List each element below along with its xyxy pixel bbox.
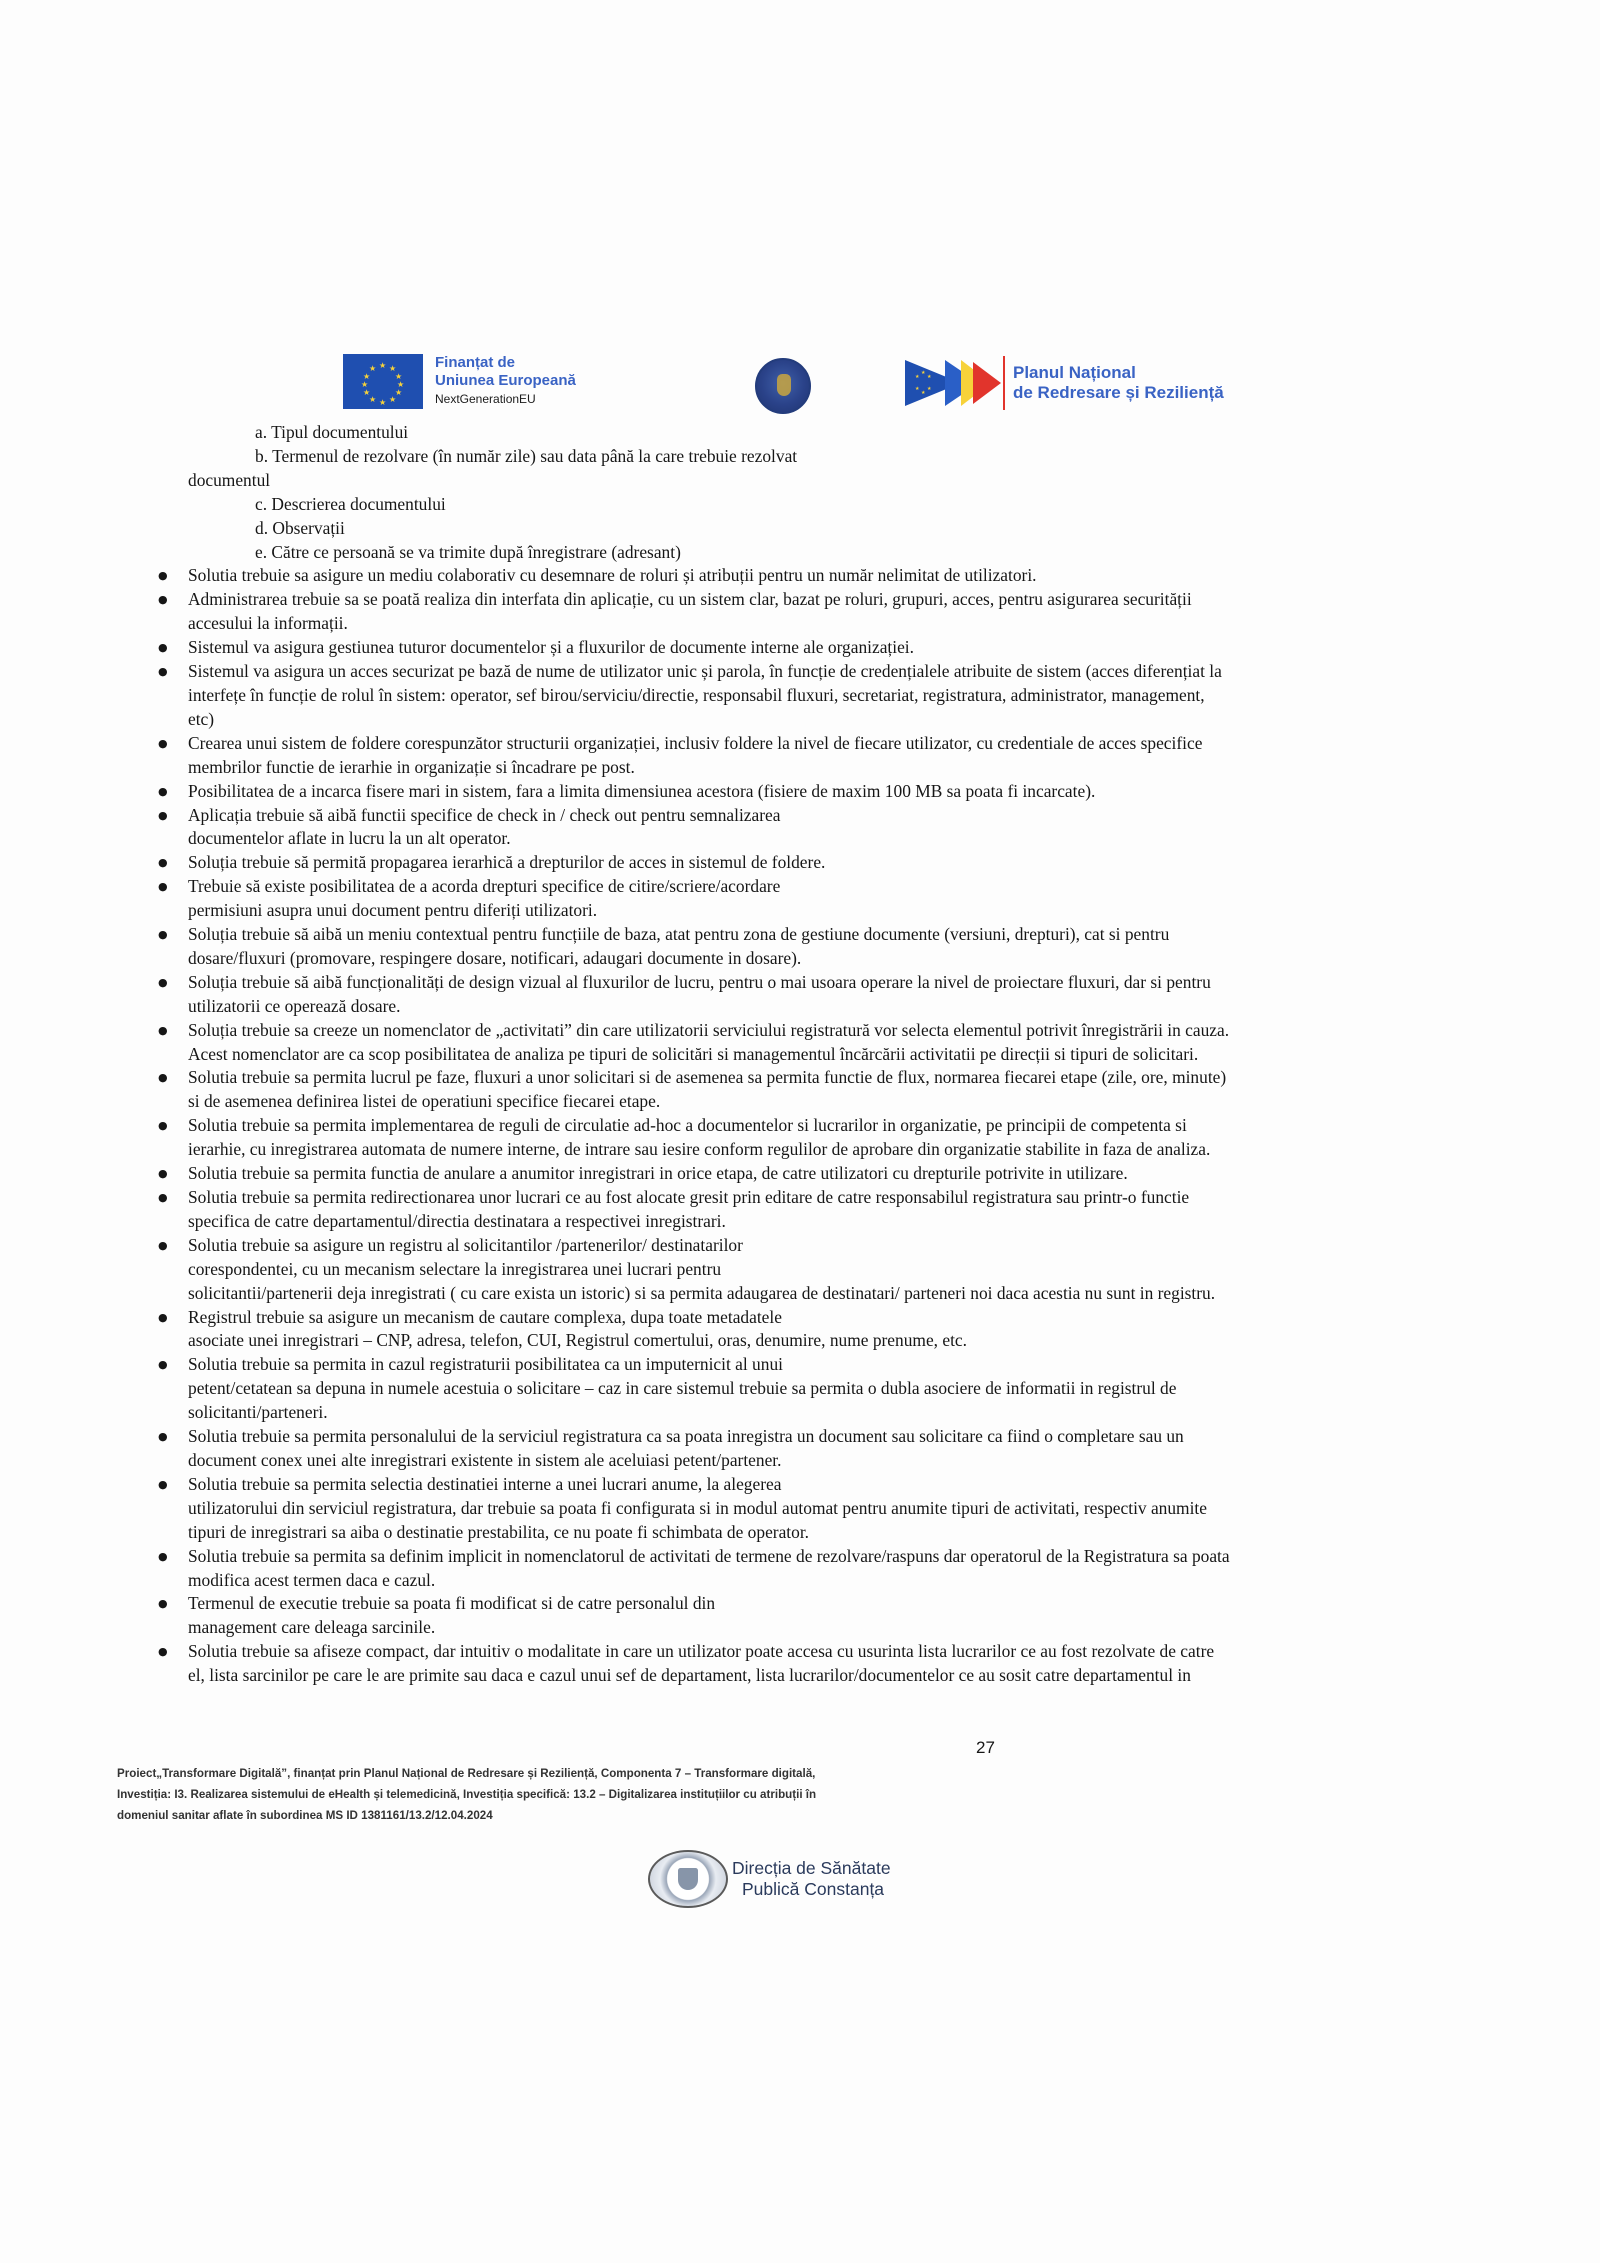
requirement-item <box>150 636 1435 660</box>
requirement-item <box>150 564 1435 588</box>
requirement-item <box>150 1186 1435 1234</box>
requirement-line: modifica acest termen daca e cazul. <box>188 1569 436 1590</box>
requirement-line: ● Soluția trebuie sa creeze un nomenclator de „activitati” din care utilizatorii serviciului registratură vor selecta elementul potrivit înregistrării in cauza. <box>188 1019 1230 1040</box>
requirement-line: accesului la informații. <box>188 613 348 634</box>
requirement-line: interfețe în funcție de rolul în sistem: operator, sef birou/serviciu/directie, responsabil fluxuri, secretariat, registratura, administrator, management, <box>188 684 1205 705</box>
requirement-item <box>150 732 1435 780</box>
requirement-line: dosare/fluxuri (promovare, respingere dosare, notificari, adaugari documente in dosare). <box>188 947 802 968</box>
requirement-line: ● Solutia trebuie sa permita lucrul pe faze, fluxuri a unor solicitari si de asemenea sa permita functie de flux, normarea fiecarei etape (zile, ore, minute) <box>188 1067 1227 1088</box>
requirement-item <box>150 588 1435 636</box>
eu-funding-line3: NextGenerationEU <box>435 392 536 406</box>
footer-line2: Investiția: I3. Realizarea sistemului de eHealth și telemedicină, Investiția specifică: 13.2 – Digitalizarea instituțiilor cu atribuții în <box>117 1788 817 1801</box>
requirement-line: corespondentei, cu un mecanism selectare la inregistrarea unei lucrari pentru <box>188 1258 722 1279</box>
sub-item-b-continuation: documentul <box>188 469 271 490</box>
header-logos <box>0 348 1600 418</box>
requirement-line: ● Solutia trebuie sa permita functia de anulare a anumitor inregistrari in orice etapa, de catre utilizatori cu drepturile potrivite in utilizare. <box>188 1163 1128 1184</box>
requirement-line: ● Registrul trebuie sa asigure un mecanism de cautare complexa, dupa toate metadatele <box>188 1306 782 1327</box>
requirement-item <box>150 1545 1435 1593</box>
requirement-item <box>150 804 1435 852</box>
requirement-item <box>150 1114 1435 1162</box>
requirement-line: document conex unei alte inregistrari existente in sistem ale aceluiasi petent/partener. <box>188 1449 782 1470</box>
svg-text:★: ★ <box>921 370 926 376</box>
requirement-item <box>150 923 1435 971</box>
requirement-line: ● Solutia trebuie sa asigure un registru al solicitantilor /partenerilor/ destinatarilor <box>188 1234 743 1255</box>
svg-text:★: ★ <box>927 386 932 392</box>
requirement-line: solicitanti/parteneri. <box>188 1402 328 1423</box>
requirement-line: ● Solutia trebuie sa asigure un mediu colaborativ cu desemnare de roluri și atribuții pentru un număr nelimitat de utilizatori. <box>188 565 1037 586</box>
requirement-line: tipuri de inregistrari sa aiba o destinatie prestabilita, ce nu poate fi schimbata de operator. <box>188 1521 810 1542</box>
sub-item-d: d. Observații <box>255 517 345 538</box>
requirement-line: ● Sistemul va asigura gestiunea tuturor documentelor și a fluxurilor de documente interne ale organizației. <box>188 637 914 658</box>
sub-item-e: e. Către ce persoană se va trimite după înregistrare (adresant) <box>255 541 681 562</box>
requirement-line: ● Solutia trebuie sa permita redirectionarea unor lucrari ce au fost alocate gresit prin editare de catre responsabilul registratura sau printr-o functie <box>188 1187 1190 1207</box>
requirement-item <box>150 1019 1435 1067</box>
sub-item-b: b. Termenul de rezolvare (în număr zile) sau data până la care trebuie rezolvat <box>255 445 798 466</box>
requirement-line: utilizatorii ce operează dosare. <box>188 995 401 1016</box>
requirement-line: ● Soluția trebuie să aibă funcționalități de design vizual al fluxurilor de lucru, pentru o mai usoara operare la nivel de proiectare fluxuri, dar si pentru <box>188 971 1211 992</box>
requirement-line: ierarhie, cu inregistrarea automata de numere interne, de intrare sau iesire conform regulilor de aprobare din organizatie stabilite in faza de analiza. <box>188 1139 1211 1160</box>
requirement-line: ● Solutia trebuie sa permita sa definim implicit in nomenclatorul de activitati de termene de rezolvare/raspuns dar operatorul de la Registratura sa poata <box>188 1545 1230 1566</box>
requirement-line: ● Termenul de executie trebuie sa poata fi modificat si de catre personalul din <box>188 1593 716 1614</box>
requirement-item <box>150 851 1435 875</box>
svg-text:★: ★ <box>921 390 926 396</box>
requirement-line: Acest nomenclator are ca scop posibilitatea de analiza pe tipuri de solicitări si managementul încărcării activitatii pe direcții si tipuri de solicitari. <box>188 1043 1199 1064</box>
footer-project-info <box>117 1763 977 1826</box>
sub-item-c: c. Descrierea documentului <box>255 493 446 514</box>
requirement-line: membrilor functie de ierarhie in organizație si încadrare pe post. <box>188 756 635 777</box>
pnrr-logo <box>905 356 1224 410</box>
svg-text:★: ★ <box>915 374 920 380</box>
page-number: 27 <box>976 1738 995 1757</box>
dsp-line1: Direcția de Sănătate <box>732 1858 891 1878</box>
pnrr-divider <box>1003 356 1005 410</box>
requirement-line: si de asemenea definirea listei de operatiuni specifice fiecarei etape. <box>188 1091 661 1112</box>
requirement-item <box>150 780 1435 804</box>
requirement-line: ● Administrarea trebuie sa se poată realiza din interfata din aplicație, cu un sistem clar, bazat pe roluri, grupuri, acces, pentru asigurarea securității <box>188 589 1192 610</box>
requirement-line: asociate unei inregistrari – CNP, adresa, telefon, CUI, Registrul comertului, oras, denumire, nume prenume, etc. <box>188 1330 967 1351</box>
eu-funding-logo <box>343 354 576 409</box>
requirement-item <box>150 1425 1435 1473</box>
requirement-line: documentelor aflate in lucru la un alt operator. <box>188 828 511 849</box>
requirement-line: ● Posibilitatea de a incarca fisere mari in sistem, fara a limita dimensiunea acestora (fisiere de maxim 100 MB sa poata fi incarcate). <box>188 780 1096 801</box>
pnrr-line1: Planul Național <box>1013 363 1136 382</box>
requirement-item <box>150 1306 1435 1354</box>
requirement-line: ● Solutia trebuie sa afiseze compact, dar intuitiv o modalitate in care un utilizator poate accesa cu usurinta lista lucrarilor ce au fost rezolvate de catre <box>188 1641 1215 1662</box>
requirement-item <box>150 1640 1435 1688</box>
document-body <box>150 421 1435 1688</box>
requirement-line: management care deleaga sarcinile. <box>188 1617 436 1638</box>
requirement-line: solicitantii/partenerii deja inregistrati ( cu care exista un istoric) si sa permita adaugarea de destinatari/ parteneri noi daca acestia nu sunt in registru. <box>188 1282 1216 1303</box>
requirement-line: ● Solutia trebuie sa permita in cazul registraturii posibilitatea ca un imputernicit al unui <box>188 1354 783 1375</box>
requirement-item <box>150 660 1435 732</box>
requirement-line: ● Solutia trebuie sa permita selectia destinatiei interne a unei lucrari anume, la alegerea <box>188 1473 782 1494</box>
pnrr-line2: de Redresare și Reziliență <box>1013 383 1224 402</box>
requirement-line: specifica de catre departamentul/directia destinatara a respectivei inregistrari. <box>188 1210 726 1231</box>
svg-text:★: ★ <box>927 374 932 380</box>
romania-government-seal-icon <box>755 358 811 414</box>
requirement-item <box>150 971 1435 1019</box>
requirement-line: ● Aplicația trebuie să aibă functii specifice de check in / check out pentru semnalizarea <box>188 804 781 825</box>
dsp-constanta-seal-icon <box>648 1850 728 1908</box>
requirement-item <box>150 1066 1435 1114</box>
dsp-constanta-logo <box>648 1850 891 1908</box>
requirement-line: ● Trebuie să existe posibilitatea de a acorda drepturi specifice de citire/scriere/acordare <box>188 876 781 897</box>
dsp-line2: Publică Constanța <box>742 1879 885 1899</box>
requirement-item <box>150 1473 1435 1545</box>
eu-funding-line1: Finanțat de <box>435 354 516 371</box>
eu-funding-line2: Uniunea Europeană <box>435 372 576 389</box>
requirement-line: ● Sistemul va asigura un acces securizat pe bază de nume de utilizator unic și parola, în funcție de credențialele atribuite de sistem (acces diferențiat la <box>188 661 1222 682</box>
requirements-list <box>150 564 1435 1688</box>
requirement-item <box>150 1162 1435 1186</box>
footer-line3: domeniul sanitar aflate în subordinea MS ID 1381161/13.2/12.04.2024 <box>117 1809 493 1822</box>
requirement-line: ● Soluția trebuie să permită propagarea ierarhică a drepturilor de acces in sistemul de foldere. <box>188 852 826 873</box>
requirement-line: el, lista sarcinilor pe care le are primite sau daca e cazul unui sef de departament, lista lucrarilor/documentelor ce au sosit catre departamentul in <box>188 1665 1191 1686</box>
sub-item-a: a. Tipul documentului <box>255 422 409 442</box>
requirement-item <box>150 1353 1435 1425</box>
svg-text:★: ★ <box>915 386 920 392</box>
requirement-item <box>150 1592 1435 1640</box>
requirement-item <box>150 875 1435 923</box>
requirement-line: ● Solutia trebuie sa permita implementarea de reguli de circulatie ad-hoc a documentelor si lucrarilor in organizatie, pe principii de competenta si <box>188 1115 1187 1136</box>
footer-line1: Proiect„Transformare Digitală”, finanțat prin Planul Național de Redresare și Reziliență, Componenta 7 – Transformare digitală, <box>117 1767 816 1780</box>
requirement-line: etc) <box>188 708 215 729</box>
eu-flag-icon: ★ ★ ★ ★ ★ ★ ★ ★ ★ ★ ★ ★ <box>343 354 423 409</box>
requirement-line: permisiuni asupra unui document pentru diferiți utilizatori. <box>188 900 598 921</box>
requirement-item <box>150 1234 1435 1306</box>
requirement-line: ● Crearea unui sistem de foldere corespunzător structurii organizației, inclusiv foldere la nivel de fiecare utilizator, cu credentiale de acces specifice <box>188 732 1203 753</box>
requirement-line: ● Soluția trebuie să aibă un meniu contextual pentru funcțiile de baza, atat pentru zona de gestiune documente (versiuni, drepturi), cat si pentru <box>188 924 1170 945</box>
requirement-line: petent/cetatean sa depuna in numele acestuia o solicitare – caz in care sistemul trebuie sa permita o dubla asociere de informatii in registrul de <box>188 1378 1177 1399</box>
pnrr-logo-icon <box>905 356 1001 410</box>
requirement-line: ● Solutia trebuie sa permita personalului de la serviciul registratura ca sa poata inregistra un document sau solicitare ca fiind o completare sau un <box>188 1426 1184 1447</box>
requirement-line: utilizatorului din serviciul registratura, dar trebuie sa poata fi configurata si in modul automat pentru anumite tipuri de activitati, respectiv anumite <box>188 1497 1207 1518</box>
